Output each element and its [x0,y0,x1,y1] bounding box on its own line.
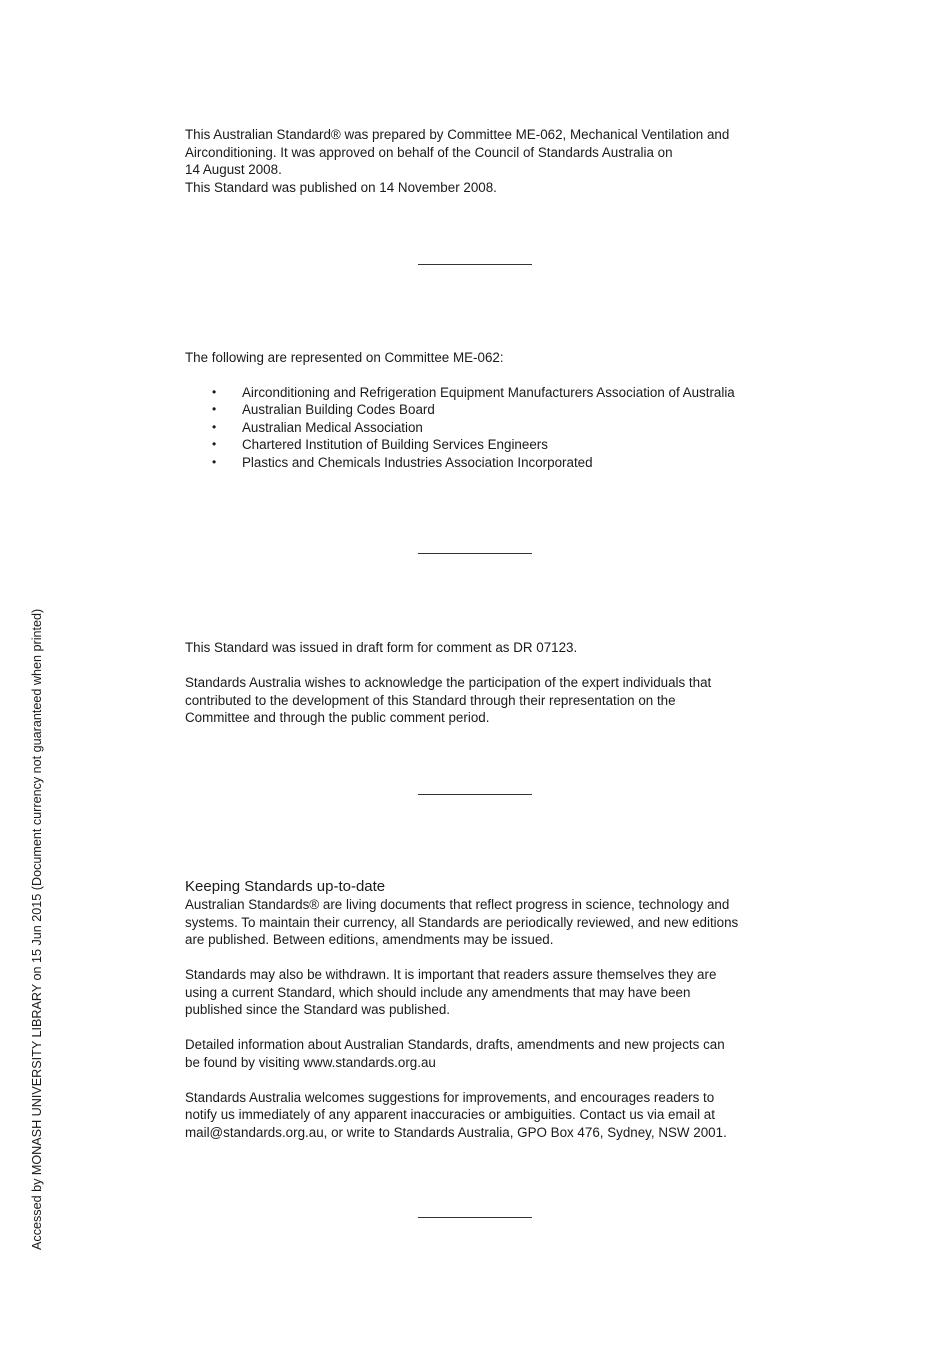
section-divider [418,264,532,265]
paragraph-line: be found by visiting www.standards.org.au [185,1054,436,1070]
approval-block [185,126,785,196]
bullet-icon: • [212,437,217,451]
acknowledgement-line: Standards Australia wishes to acknowledge the participation of the expert individuals that [185,675,712,690]
member-name: Australian Building Codes Board [242,402,435,417]
paragraph-line: mail@standards.org.au, or write to Standards Australia, GPO Box 476, Sydney, NSW 2001. [185,1124,727,1140]
paragraph-line: Standards Australia welcomes suggestions for improvements, and encourages readers to [185,1089,715,1105]
approval-line: This Australian Standard® was prepared by Committee ME-062, Mechanical Ventilation and [185,127,730,142]
paragraph-line: notify us immediately of any apparent inaccuracies or ambiguities. Contact us via email at [185,1107,715,1122]
acknowledgement-line: Committee and through the public comment period. [185,710,490,725]
member-name: Chartered Institution of Building Services Engineers [242,437,548,452]
paragraph-line: using a current Standard, which should include any amendments that may have been [185,984,691,1000]
paragraph-line: are published. Between editions, amendments may be issued. [185,932,554,947]
section-divider [418,553,532,554]
draft-block [185,639,785,727]
committee-intro: The following are represented on Committee ME-062: [185,350,504,365]
list-item [185,454,785,472]
keeping-block [185,878,785,1141]
section-divider [418,1217,532,1218]
list-item [185,401,785,419]
list-item [185,384,785,402]
approval-line: Airconditioning. It was approved on behalf of the Council of Standards Australia on [185,144,673,160]
access-watermark: Accessed by MONASH UNIVERSITY LIBRARY on 15 Jun 2015 (Document currency not guaranteed when printed) [30,608,44,1250]
paragraph-line: published since the Standard was published. [185,1002,451,1017]
committee-block [185,349,785,471]
paragraph-line: Australian Standards® are living documents that reflect progress in science, technology and [185,897,730,912]
list-item [185,436,785,454]
draft-issued: This Standard was issued in draft form for comment as DR 07123. [185,640,578,655]
bullet-icon: • [212,384,217,399]
paragraph-line: systems. To maintain their currency, all Standards are periodically reviewed, and new editions [185,914,739,930]
bullet-icon: • [212,419,217,434]
publication-date: This Standard was published on 14 November 2008. [185,179,497,195]
bullet-icon: • [212,454,217,469]
member-name: Airconditioning and Refrigeration Equipment Manufacturers Association of Australia [242,384,735,400]
acknowledgement-line: contributed to the development of this Standard through their representation on the [185,692,676,708]
bullet-icon: • [212,402,217,416]
paragraph-line: Detailed information about Australian Standards, drafts, amendments and new projects can [185,1037,725,1052]
list-item [185,419,785,437]
member-name: Plastics and Chemicals Industries Association Incorporated [242,454,593,470]
member-name: Australian Medical Association [242,419,423,435]
section-divider [418,794,532,795]
paragraph-line: Standards may also be withdrawn. It is important that readers assure themselves they are [185,967,717,982]
approval-date: 14 August 2008. [185,162,282,177]
section-heading: Keeping Standards up-to-date [185,878,386,895]
committee-member-list [185,384,785,472]
